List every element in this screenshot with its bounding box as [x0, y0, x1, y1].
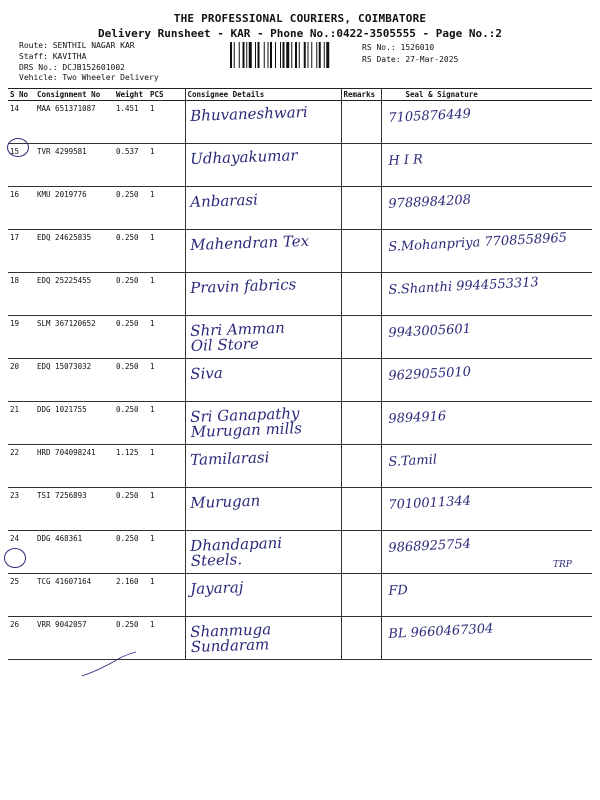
row-consignee-handwriting: Dhandapani Steels.: [189, 533, 282, 570]
barcode-bar: [255, 42, 256, 68]
row-pcs: 1: [148, 101, 185, 144]
barcode-bar: [243, 42, 245, 68]
company-title: THE PROFESSIONAL COURIERS, COIMBATORE: [173, 12, 427, 25]
rs-number: RS No.: 1526010: [362, 43, 435, 52]
row-consignee-handwriting: Sri Ganapathy Murugan mills: [189, 404, 302, 441]
row-remarks-cell: [341, 359, 381, 402]
row-remarks-cell: [341, 531, 381, 574]
table-row: [8, 101, 592, 144]
row-consignee-cell: [185, 574, 341, 617]
rs-date: RS Date: 27-Mar-2025: [362, 55, 459, 64]
barcode-bar: [324, 42, 325, 68]
row-remarks-cell: [341, 101, 381, 144]
row-sno: 16: [8, 187, 35, 230]
row-consignee-handwriting: Mahendran Tex: [189, 231, 309, 254]
table-row: [8, 488, 592, 531]
row-remarks-cell: [341, 144, 381, 187]
row-consignee-cell: [185, 445, 341, 488]
runsheet-subtitle: Delivery Runsheet - KAR - Phone No.:0422-3505555 - Page No.:2: [98, 27, 502, 40]
row-signature-handwriting: 9894916: [387, 408, 447, 427]
runsheet-table-wrapper: [8, 88, 592, 660]
row-weight: 1.451: [114, 101, 148, 144]
row-consignment-no: EDQ 25225455: [35, 273, 114, 316]
barcode-bar: [308, 42, 309, 68]
row-weight: 0.250: [114, 402, 148, 445]
row-consignee-cell: [185, 144, 341, 187]
row-sno: 26: [8, 617, 35, 660]
row-weight: 0.250: [114, 316, 148, 359]
col-consignee-header: Consignee Details: [185, 89, 341, 101]
row-signature-handwriting: 7105876449: [387, 106, 471, 126]
row-signature-cell: [381, 101, 592, 144]
row-remarks-cell: [341, 230, 381, 273]
row-consignee-cell: [185, 316, 341, 359]
row-weight: 0.250: [114, 359, 148, 402]
row-remarks-cell: [341, 445, 381, 488]
table-row: [8, 574, 592, 617]
row-sno: 17: [8, 230, 35, 273]
row-signature-handwriting: S.Tamil: [387, 452, 437, 470]
row-sno: 15: [8, 144, 35, 187]
row-consignee-handwriting: Shanmuga Sundaram: [189, 620, 271, 656]
row-sno: 24: [8, 531, 35, 574]
row-15-circle-mark: [7, 138, 29, 157]
row-signature-cell: [381, 144, 592, 187]
row-pcs: 1: [148, 359, 185, 402]
row-consignee-handwriting: Jayaraj: [189, 578, 244, 598]
row-signature-cell: [381, 574, 592, 617]
row-consignment-no: DDG 1021755: [35, 402, 114, 445]
col-pcs-header: PCS: [148, 89, 185, 101]
row-sno: 18: [8, 273, 35, 316]
row-consignee-cell: [185, 617, 341, 660]
barcode-bar: [299, 42, 300, 68]
table-header-row: [8, 89, 592, 101]
row-pcs: 1: [148, 316, 185, 359]
col-signature-header: Seal & Signature: [381, 89, 592, 101]
row-weight: 0.250: [114, 617, 148, 660]
row-consignment-no: TCG 41607164: [35, 574, 114, 617]
row-pcs: 1: [148, 273, 185, 316]
table-row: [8, 531, 592, 574]
barcode-bar: [311, 42, 312, 68]
barcode-bar: [280, 42, 281, 68]
row-consignee-handwriting: Anbarasi: [189, 190, 258, 211]
table-row: [8, 144, 592, 187]
row-consignee-handwriting: Siva: [189, 363, 223, 383]
row-consignee-cell: [185, 187, 341, 230]
row-consignee-handwriting: Udhayakumar: [189, 146, 298, 168]
row-consignee-cell: [185, 359, 341, 402]
row-consignee-cell: [185, 402, 341, 445]
row-signature-cell: [381, 230, 592, 273]
row-sno: 25: [8, 574, 35, 617]
row-consignee-cell: [185, 273, 341, 316]
row-signature-handwriting: BL 9660467304: [387, 621, 494, 642]
barcode-image: [230, 42, 354, 68]
row-signature-cell: [381, 445, 592, 488]
barcode-bar: [304, 42, 306, 68]
row-consignment-no: MAA 651371087: [35, 101, 114, 144]
col-sno-header: S No: [8, 89, 35, 101]
row-pcs: 1: [148, 531, 185, 574]
barcode-bar: [295, 42, 297, 68]
row-remarks-cell: [341, 316, 381, 359]
row-sno: 14: [8, 101, 35, 144]
barcode-bar: [230, 42, 232, 68]
row-sno: 23: [8, 488, 35, 531]
row-signature-handwriting: 7010011344: [387, 493, 471, 513]
row-consignee-handwriting: Bhuvaneshwari: [189, 102, 308, 125]
row-weight: 1.125: [114, 445, 148, 488]
row-weight: 0.250: [114, 230, 148, 273]
row-consignment-no: EDQ 24625835: [35, 230, 114, 273]
barcode-bar: [283, 42, 285, 68]
row-consignment-no: TSI 7256893: [35, 488, 114, 531]
row-pcs: 1: [148, 574, 185, 617]
row-pcs: 1: [148, 230, 185, 273]
table-row: [8, 402, 592, 445]
row-consignee-handwriting: Murugan: [189, 491, 261, 512]
row-consignment-no: TVR 4299581: [35, 144, 114, 187]
row-25-circle-mark: [4, 548, 26, 568]
row-signature-handwriting: 9629055010: [387, 364, 471, 384]
row-consignment-no: HRD 704098241: [35, 445, 114, 488]
barcode-bar: [234, 42, 235, 68]
row-remarks-cell: [341, 617, 381, 660]
trp-note: TRP: [553, 560, 572, 570]
row-consignee-cell: [185, 531, 341, 574]
row-consignee-handwriting: Pravin fabrics: [189, 275, 297, 297]
row-remarks-cell: [341, 187, 381, 230]
row-signature-cell: [381, 617, 592, 660]
barcode-bar: [286, 42, 289, 68]
row-weight: 0.537: [114, 144, 148, 187]
row-signature-handwriting: H I R: [387, 152, 423, 169]
row-signature-cell: [381, 187, 592, 230]
row-weight: 0.250: [114, 187, 148, 230]
barcode-bar: [326, 42, 329, 68]
barcode-bar: [316, 42, 317, 68]
row-signature-handwriting: 9868925754: [387, 536, 471, 556]
row-consignee-cell: [185, 230, 341, 273]
row-sno: 20: [8, 359, 35, 402]
barcode-bar: [268, 42, 269, 68]
table-row: [8, 273, 592, 316]
barcode-bar: [264, 42, 265, 68]
route-label: Route: SENTHIL NAGAR KAR: [19, 41, 135, 50]
row-signature-cell: [381, 359, 592, 402]
row-pcs: 1: [148, 617, 185, 660]
row-consignment-no: EDQ 15073032: [35, 359, 114, 402]
barcode-bar: [319, 42, 321, 68]
row-consignee-cell: [185, 488, 341, 531]
stray-pen-mark: [80, 650, 140, 680]
row-remarks-cell: [341, 488, 381, 531]
barcode-bar: [249, 42, 252, 68]
row-signature-cell: [381, 488, 592, 531]
barcode-bar: [246, 42, 247, 68]
row-weight: 2.160: [114, 574, 148, 617]
row-pcs: 1: [148, 402, 185, 445]
table-row: [8, 187, 592, 230]
row-weight: 0.250: [114, 531, 148, 574]
col-remarks-header: Remarks: [341, 89, 381, 101]
row-signature-handwriting: 9788984208: [387, 192, 471, 212]
drs-label: DRS No.: DCJB152601002: [19, 63, 125, 72]
row-sno: 19: [8, 316, 35, 359]
runsheet-table: [8, 88, 592, 660]
row-signature-cell: [381, 402, 592, 445]
row-signature-handwriting: S.Mohanpriya 7708558965: [387, 230, 567, 255]
table-body: [8, 101, 592, 660]
row-pcs: 1: [148, 488, 185, 531]
table-row: [8, 316, 592, 359]
barcode-bar: [291, 42, 292, 68]
row-signature-cell: [381, 273, 592, 316]
row-sno: 22: [8, 445, 35, 488]
row-signature-cell: [381, 316, 592, 359]
row-weight: 0.250: [114, 488, 148, 531]
vehicle-label: Vehicle: Two Wheeler Delivery: [19, 73, 159, 82]
col-weight-header: Weight: [114, 89, 148, 101]
row-consignment-no: KMU 2019776: [35, 187, 114, 230]
staff-label: Staff: KAVITHA: [19, 52, 87, 61]
row-signature-handwriting: FD: [387, 582, 408, 599]
row-remarks-cell: [341, 574, 381, 617]
row-signature-handwriting: S.Shanthi 9944553313: [387, 275, 539, 298]
col-consignment-header: Consignment No: [35, 89, 114, 101]
table-row: [8, 359, 592, 402]
row-remarks-cell: [341, 273, 381, 316]
row-consignment-no: VRR 9042057: [35, 617, 114, 660]
row-remarks-cell: [341, 402, 381, 445]
barcode-bar: [239, 42, 240, 68]
row-consignment-no: SLM 367120652: [35, 316, 114, 359]
row-pcs: 1: [148, 187, 185, 230]
barcode-bar: [258, 42, 260, 68]
table-row: [8, 230, 592, 273]
row-sno: 21: [8, 402, 35, 445]
row-consignee-cell: [185, 101, 341, 144]
row-signature-handwriting: 9943005601: [387, 321, 471, 341]
table-row: [8, 445, 592, 488]
barcode-bar: [270, 42, 272, 68]
row-pcs: 1: [148, 445, 185, 488]
barcode-bar: [275, 42, 276, 68]
row-consignee-handwriting: Shri Amman Oil Store: [189, 318, 285, 355]
row-weight: 0.250: [114, 273, 148, 316]
row-consignment-no: DDG 468361: [35, 531, 114, 574]
row-pcs: 1: [148, 144, 185, 187]
row-consignee-handwriting: Tamilarasi: [189, 448, 270, 469]
